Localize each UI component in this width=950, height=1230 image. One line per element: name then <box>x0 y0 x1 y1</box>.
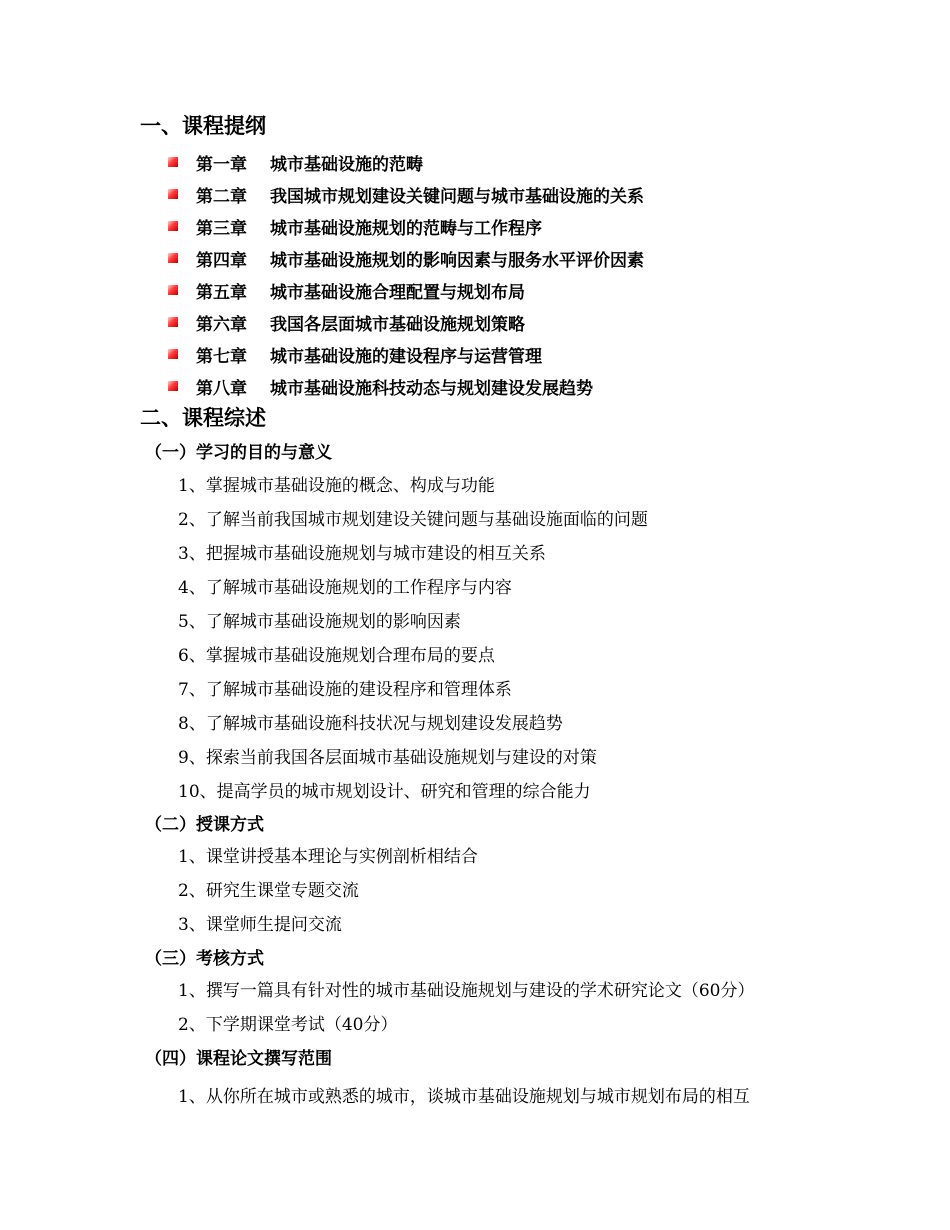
chapter-item <box>168 210 644 242</box>
list-item: 6、掌握城市基础设施规划合理布局的要点 <box>178 646 495 666</box>
list-item: 8、了解城市基础设施科技状况与规划建设发展趋势 <box>178 714 563 734</box>
square-bullet-icon <box>168 221 178 231</box>
chapter-number: 第八章 <box>196 378 247 399</box>
chapter-title: 城市基础设施规划的影响因素与服务水平评价因素 <box>270 250 644 271</box>
list-item: 10、提高学员的城市规划设计、研究和管理的综合能力 <box>178 782 591 802</box>
chapter-number: 第二章 <box>196 186 247 207</box>
list-item: 4、了解城市基础设施规划的工作程序与内容 <box>178 578 512 598</box>
chapter-number: 第四章 <box>196 250 247 271</box>
paper-list <box>178 1080 750 1114</box>
list-item: 3、把握城市基础设施规划与城市建设的相互关系 <box>178 544 546 564</box>
list-item: 7、了解城市基础设施的建设程序和管理体系 <box>178 680 512 700</box>
list-item: 2、下学期课堂考试（40分） <box>178 1015 398 1035</box>
list-item: 3、课堂师生提问交流 <box>178 915 342 935</box>
chapter-title: 城市基础设施的范畴 <box>270 154 423 175</box>
square-bullet-icon <box>168 253 178 263</box>
list-item: 2、研究生课堂专题交流 <box>178 881 359 901</box>
chapter-title: 城市基础设施科技动态与规划建设发展趋势 <box>270 378 593 399</box>
square-bullet-icon <box>168 189 178 199</box>
square-bullet-icon <box>168 317 178 327</box>
chapter-title: 城市基础设施规划的范畴与工作程序 <box>270 218 542 239</box>
section-heading-overview: 二、课程综述 <box>140 406 266 430</box>
subsection-heading-paper: （四）课程论文撰写范围 <box>145 1049 332 1069</box>
list-item: 9、探索当前我国各层面城市基础设施规划与建设的对策 <box>178 748 597 768</box>
subsection-heading-teaching: （二）授课方式 <box>145 815 264 835</box>
chapter-number: 第五章 <box>196 282 247 303</box>
chapter-item <box>168 242 644 274</box>
list-item: 1、撰写一篇具有针对性的城市基础设施规划与建设的学术研究论文（60分） <box>178 981 755 1001</box>
chapter-title: 城市基础设施合理配置与规划布局 <box>270 282 525 303</box>
list-item: 2、了解当前我国城市规划建设关键问题与基础设施面临的问题 <box>178 510 648 530</box>
chapter-number: 第一章 <box>196 154 247 175</box>
list-item: 1、从你所在城市或熟悉的城市，谈城市基础设施规划与城市规划布局的相互 <box>178 1087 750 1107</box>
square-bullet-icon <box>168 285 178 295</box>
list-item: 1、课堂讲授基本理论与实例剖析相结合 <box>178 847 478 867</box>
chapter-number: 第六章 <box>196 314 247 335</box>
teaching-list <box>178 840 478 942</box>
list-item: 5、了解城市基础设施规划的影响因素 <box>178 612 461 632</box>
chapter-item <box>168 338 644 370</box>
chapter-list <box>168 146 644 402</box>
square-bullet-icon <box>168 349 178 359</box>
square-bullet-icon <box>168 381 178 391</box>
chapter-title: 城市基础设施的建设程序与运营管理 <box>270 346 542 367</box>
chapter-number: 第七章 <box>196 346 247 367</box>
goals-list <box>178 469 648 809</box>
section-heading-outline: 一、课程提纲 <box>140 114 266 138</box>
square-bullet-icon <box>168 157 178 167</box>
chapter-title: 我国城市规划建设关键问题与城市基础设施的关系 <box>270 186 644 207</box>
assessment-list <box>178 974 754 1042</box>
chapter-item <box>168 274 644 306</box>
subsection-heading-assessment: （三）考核方式 <box>145 949 264 969</box>
chapter-title: 我国各层面城市基础设施规划策略 <box>270 314 525 335</box>
subsection-heading-goals: （一）学习的目的与意义 <box>145 443 332 463</box>
chapter-item <box>168 370 644 402</box>
chapter-number: 第三章 <box>196 218 247 239</box>
chapter-item <box>168 178 644 210</box>
chapter-item <box>168 146 644 178</box>
list-item: 1、掌握城市基础设施的概念、构成与功能 <box>178 476 495 496</box>
chapter-item <box>168 306 644 338</box>
